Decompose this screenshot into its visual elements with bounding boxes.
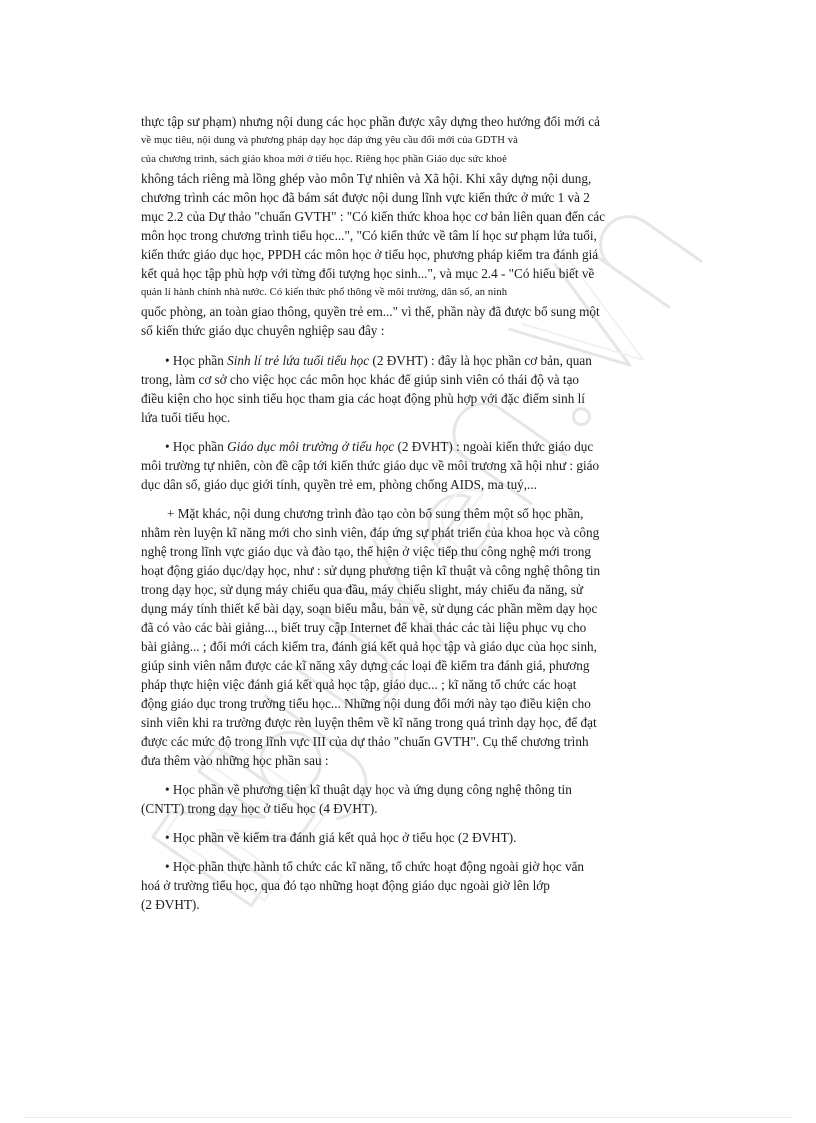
- text-line: về mục tiêu, nội dung và phương pháp dạy học đáp ứng yêu cầu đổi mới của GDTH và: [141, 135, 518, 146]
- text-line: kiến thức giáo dục học, PPDH các môn học ở tiểu học, phương pháp kiểm tra đánh giá: [141, 247, 599, 262]
- list-item: • Học phần thực hành tổ chức các kĩ năng, tổ chức hoạt động ngoài giờ học văn: [165, 859, 585, 874]
- intro-paragraph: [141, 112, 701, 340]
- bullet-suffix: (2 ĐVHT) : ngoài kiến thức giáo dục: [394, 439, 594, 454]
- text-line: quản lí hành chính nhà nước. Có kiến thức phổ thông về môi trường, dân số, an ninh: [141, 287, 508, 298]
- text-line: sinh viên khi ra trường được rèn luyện thêm về kĩ năng trong quá trình dạy học, để đạt: [141, 715, 597, 730]
- text-line: trong, làm cơ sở cho việc học các môn học khác để giúp sinh viên có thái độ và tạo: [141, 372, 580, 387]
- bullet-sinh-li: [141, 351, 701, 427]
- page-bottom-rule: [25, 1117, 791, 1118]
- course-title: Giáo dục môi trường ở tiểu học: [227, 439, 395, 454]
- course-title: Sinh lí trẻ lứa tuổi tiểu học: [227, 353, 370, 368]
- text-line: (CNTT) trong dạy học ở tiểu học (4 ĐVHT).: [141, 801, 378, 816]
- text-line: đưa thêm vào những học phần sau :: [141, 753, 329, 768]
- list-item: • Học phần về kiểm tra đánh giá kết quả học ở tiểu học (2 ĐVHT).: [165, 830, 517, 845]
- text-line: giúp sinh viên nắm được các kĩ năng xây dựng các loại đề kiểm tra đánh giá, phương: [141, 658, 590, 673]
- bullet-line: [141, 437, 701, 456]
- text-line: quốc phòng, an toàn giao thông, quyền trẻ em..." vì thế, phần này đã được bổ sung một: [141, 304, 600, 319]
- paragraph-mat-khac: [141, 504, 701, 770]
- text-line: môn học trong chương trình tiểu học...", "Có kiến thức về tâm lí học sư phạm lứa tuổi,: [141, 228, 597, 243]
- text-line: dụng máy tính thiết kế bài dạy, soạn biểu mẫu, bản vẽ, sử dụng các phần mềm dạy học: [141, 601, 598, 616]
- text-line: không tách riêng mà lồng ghép vào môn Tự nhiên và Xã hội. Khi xây dựng nội dung,: [141, 171, 592, 186]
- text-line: nhằm rèn luyện kĩ năng mới cho sinh viên, đáp ứng sự phát triển của khoa học và công: [141, 525, 600, 540]
- text-line: trong dạy học, sử dụng máy chiếu qua đầu, máy chiếu slight, máy chiếu đa năng, sử: [141, 582, 584, 597]
- text-line: môi trường tự nhiên, còn đề cập tới kiến thức giáo dục về môi trương xã hội như : giáo: [141, 458, 600, 473]
- text-line: kết quả học tập phù hợp với từng đối tượng học sinh...", và mục 2.4 - "Có hiểu biết về: [141, 266, 595, 281]
- list-item: • Học phần về phương tiện kĩ thuật dạy học và ứng dụng công nghệ thông tin: [165, 782, 572, 797]
- text-line: pháp thực hiện việc đánh giá kết quả học tập, giáo dục... ; kĩ năng tổ chức các hoạt: [141, 677, 577, 692]
- bullet-prefix: • Học phần: [165, 439, 228, 454]
- text-line: điều kiện cho học sinh tiểu học tham gia các hoạt động phù hợp với đặc điểm sinh lí: [141, 391, 585, 406]
- text-line: được các mức độ trong lĩnh vực III của dự thảo "chuẩn GVTH". Cụ thể chương trình: [141, 734, 589, 749]
- text-line: thực tập sư phạm) nhưng nội dung các học phần được xây dựng theo hướng đổi mới cả: [141, 114, 600, 129]
- bullet-moi-truong: [141, 437, 701, 494]
- bullet-suffix: (2 ĐVHT) : đây là học phần cơ bản, quan: [369, 353, 592, 368]
- document-body: [141, 112, 701, 914]
- text-line: hoạt động giáo dục/dạy học, như : sử dụng phương tiện kĩ thuật và công nghệ thông tin: [141, 563, 601, 578]
- text-line: (2 ĐVHT).: [141, 897, 200, 912]
- text-line: của chương trình, sách giáo khoa mới ở tiểu học. Riêng học phần Giáo dục sức khoẻ: [141, 154, 507, 165]
- text-line: + Mặt khác, nội dung chương trình đào tạo còn bổ sung thêm một số học phần,: [167, 506, 584, 521]
- text-line: lứa tuổi tiểu học.: [141, 410, 231, 425]
- text-line: đã có vào các bài giảng..., biết truy cập Internet để khai thác các tài liệu phục vụ cho: [141, 620, 587, 635]
- bullet-prefix: • Học phần: [165, 353, 228, 368]
- text-line: động giáo dục trong trường tiểu học... Những nội dung đổi mới này tạo điều kiện cho: [141, 696, 591, 711]
- text-line: số kiến thức giáo dục chuyên nghiệp sau đây :: [141, 323, 385, 338]
- text-line: bài giảng... ; đổi mới cách kiểm tra, đánh giá kết quả học tập và giáo dục của học sinh,: [141, 639, 597, 654]
- text-line: nghệ trong lĩnh vực giáo dục và đào tạo, thể hiện ở việc tiếp thu công nghệ mới trong: [141, 544, 591, 559]
- text-line: hoá ở trường tiểu học, qua đó tạo những hoạt động giáo dục ngoài giờ lên lớp: [141, 878, 550, 893]
- course-list: [141, 780, 701, 914]
- text-line: mục 2.2 của Dự thảo "chuẩn GVTH" : "Có kiến thức khoa học cơ bản liên quan đến các: [141, 209, 606, 224]
- text-line: chương trình các môn học đã bám sát được nội dung lĩnh vực kiến thức ở mức 1 và 2: [141, 190, 590, 205]
- text-line: dục dân số, giáo dục giới tính, quyền trẻ em, phòng chống AIDS, ma tuý,...: [141, 477, 537, 492]
- bullet-line: [141, 351, 701, 370]
